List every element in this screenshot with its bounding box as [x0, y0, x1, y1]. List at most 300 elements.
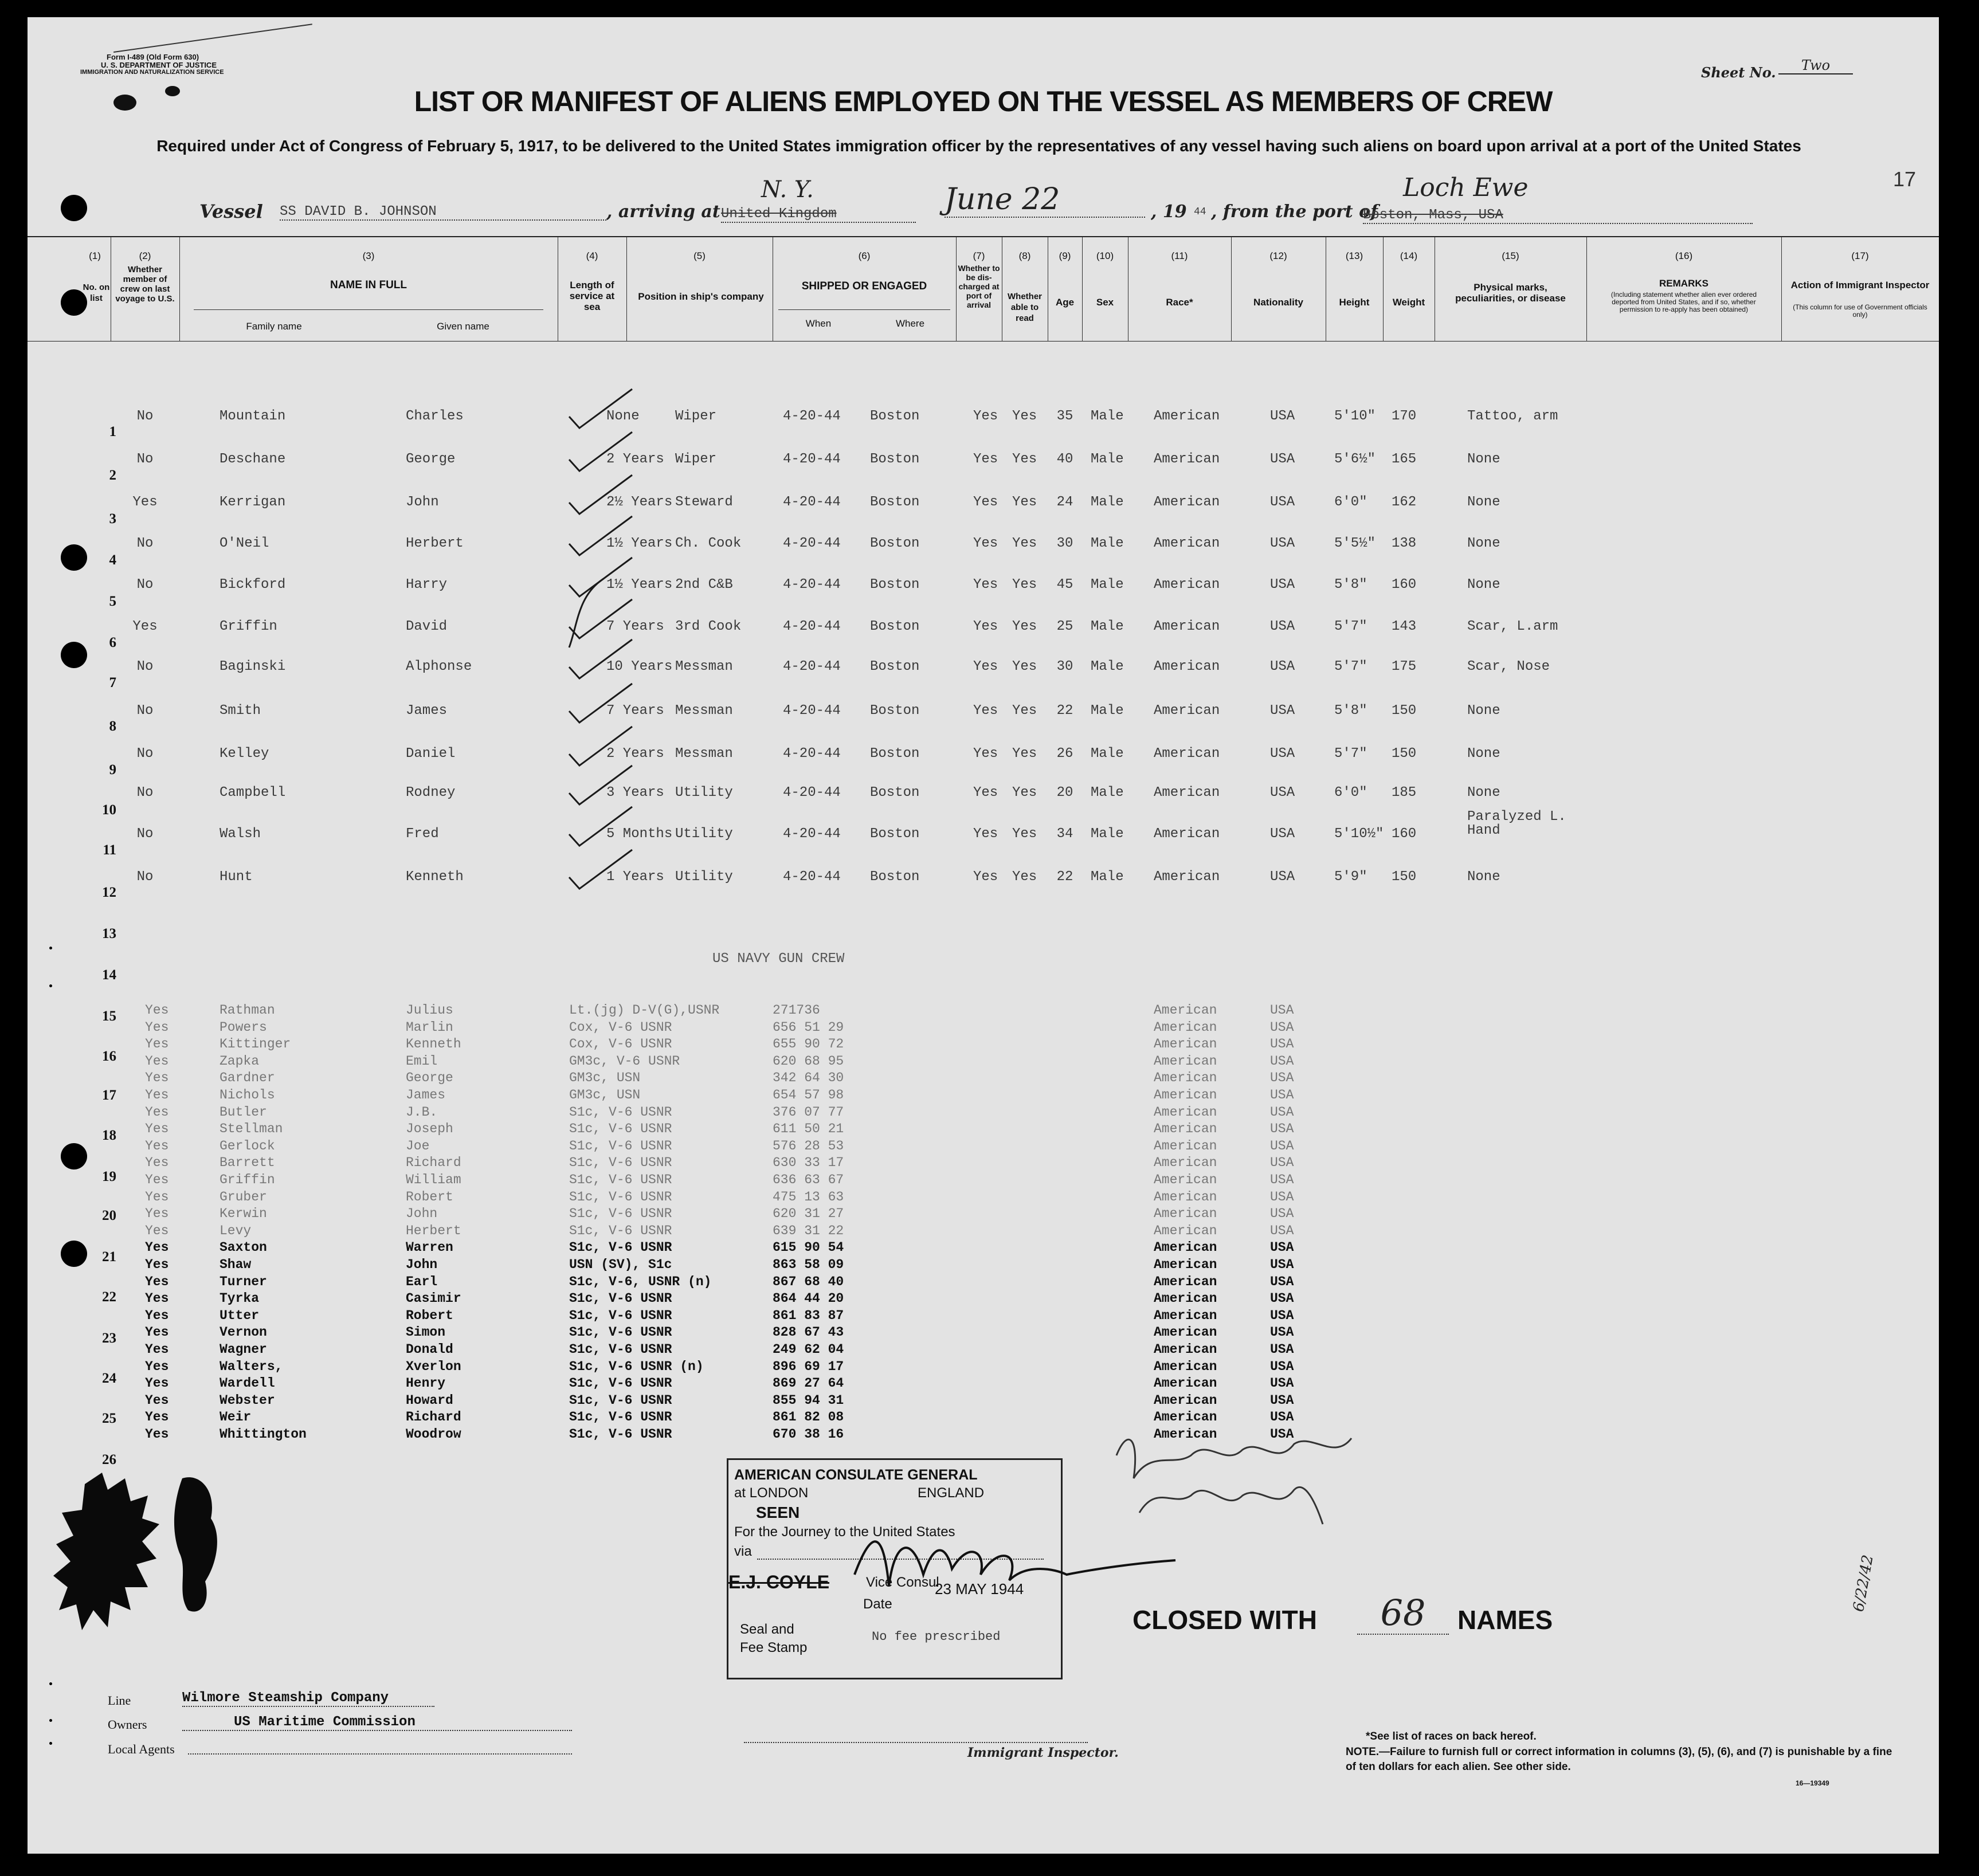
row-number: 15 [102, 1008, 116, 1024]
crew-position: Wiper [675, 409, 717, 424]
navy-rate: S1c, V-6 USNR [569, 1189, 672, 1204]
owners-value: US Maritime Commission [182, 1714, 572, 1731]
col-remarks: REMARKS [1659, 278, 1708, 289]
crew-family: Kerrigan [220, 494, 286, 510]
crew-age: 26 [1056, 746, 1073, 762]
crew-service: 2½ Years [606, 494, 673, 510]
crew-sex: Male [1091, 869, 1124, 885]
col-height: Height [1339, 297, 1370, 308]
stamp-journey: For the Journey to the United States [734, 1524, 955, 1540]
col-sex: Sex [1096, 297, 1114, 308]
navy-nat: USA [1270, 1240, 1294, 1255]
crew-where: Boston [870, 536, 920, 551]
row-number: 23 [102, 1331, 116, 1346]
crew-race: American [1154, 869, 1220, 885]
col-no-on-list: No. on list [83, 282, 110, 303]
navy-race: American [1154, 1274, 1217, 1289]
crew-where: Boston [870, 869, 920, 885]
crew-weight: 138 [1392, 536, 1417, 551]
check-mark [569, 639, 632, 678]
row-number: 8 [109, 719, 116, 734]
row-number: 22 [102, 1289, 116, 1305]
navy-prev: Yes [145, 1172, 169, 1187]
navy-nat: USA [1270, 1257, 1294, 1272]
crew-service: None [606, 409, 640, 424]
crew-marks: None [1467, 536, 1500, 551]
row-number: 10 [102, 802, 116, 818]
navy-family: Kerwin [220, 1206, 267, 1222]
navy-nat: USA [1270, 1291, 1294, 1306]
navy-nat: USA [1270, 1189, 1294, 1204]
crew-marks: None [1467, 703, 1500, 719]
crew-when: 4-20-44 [783, 536, 841, 551]
navy-nat: USA [1270, 1053, 1294, 1069]
crew-nat: USA [1270, 746, 1295, 762]
row-number: 7 [109, 675, 116, 690]
col-inspector-action: Action of Immigrant Inspector [1790, 280, 1930, 291]
crew-weight: 162 [1392, 494, 1417, 510]
check-mark [569, 684, 632, 723]
navy-nat: USA [1270, 1410, 1294, 1425]
from-port-typed: Boston, Mass, USA [1363, 207, 1753, 224]
navy-rate: GM3c, V-6 USNR [569, 1053, 680, 1069]
crew-sex: Male [1091, 409, 1124, 424]
navy-race: American [1154, 1410, 1217, 1425]
navy-serial: 271736 [773, 1003, 820, 1018]
navy-nat: USA [1270, 1223, 1294, 1238]
col-family-name: Family name [246, 321, 302, 332]
crew-discharge: Yes [973, 869, 998, 885]
navy-serial: 864 44 20 [773, 1291, 844, 1306]
crew-read: Yes [1012, 536, 1037, 551]
stamp-date-value: 23 MAY 1944 [935, 1580, 1024, 1598]
stamp-fee-note: No fee prescribed [872, 1630, 1001, 1644]
navy-race: American [1154, 1240, 1217, 1255]
crew-family: Griffin [220, 619, 277, 634]
form-number: Form I-489 (Old Form 630) [107, 53, 199, 61]
crew-nat: USA [1270, 785, 1295, 800]
crew-height: 5'7" [1334, 619, 1367, 634]
crew-discharge: Yes [973, 619, 998, 634]
row-number: 26 [102, 1452, 116, 1467]
crew-prev: No [136, 785, 154, 800]
navy-rate: Lt.(jg) D-V(G),USNR [569, 1003, 720, 1018]
crew-race: American [1154, 494, 1220, 510]
crew-read: Yes [1012, 577, 1037, 592]
navy-given: Casimir [406, 1291, 461, 1306]
crew-discharge: Yes [973, 703, 998, 719]
crew-given: George [406, 452, 456, 467]
row-number: 25 [102, 1411, 116, 1426]
navy-nat: USA [1270, 1155, 1294, 1171]
navy-rate: S1c, V-6 USNR [569, 1206, 672, 1222]
navy-family: Saxton [220, 1240, 267, 1255]
navy-race: American [1154, 1003, 1217, 1018]
navy-prev: Yes [145, 1019, 169, 1035]
row-number: 9 [109, 762, 116, 778]
navy-serial: 656 51 29 [773, 1019, 844, 1035]
crew-age: 24 [1056, 494, 1073, 510]
crew-prev: No [136, 869, 154, 885]
penalty-note: NOTE.—Failure to furnish full or correct information in columns (3), (5), (6), and (7) is punishable by a fine of ten dollars for each alien. See other side. [1346, 1746, 1892, 1773]
crew-when: 4-20-44 [783, 577, 841, 592]
navy-given: John [406, 1257, 438, 1272]
navy-rate: S1c, V-6 USNR [569, 1172, 672, 1187]
navy-given: Donald [406, 1342, 453, 1357]
col-when: When [805, 318, 832, 329]
crew-sex: Male [1091, 452, 1124, 467]
navy-family: Walters, [220, 1359, 283, 1374]
arriving-label: , arriving at [606, 202, 720, 222]
crew-sex: Male [1091, 619, 1124, 634]
arriving-typed: United Kingdom [721, 206, 916, 223]
crew-read: Yes [1012, 619, 1037, 634]
crew-race: American [1154, 703, 1220, 719]
crew-race: American [1154, 619, 1220, 634]
crew-marks: Paralyzed L. Hand [1467, 809, 1566, 838]
navy-race: American [1154, 1392, 1217, 1408]
check-mark [569, 727, 632, 766]
crew-height: 6'0" [1334, 494, 1367, 510]
col-discharged: Whether to be dis-charged at port of arrival [958, 264, 1000, 309]
crew-age: 45 [1056, 577, 1073, 592]
crew-family: Campbell [220, 785, 286, 800]
crew-family: Mountain [220, 409, 286, 424]
crew-sex: Male [1091, 703, 1124, 719]
navy-given: Emil [406, 1053, 438, 1069]
navy-given: Henry [406, 1376, 446, 1391]
navy-family: Rathman [220, 1003, 275, 1018]
stamp-consulate: AMERICAN CONSULATE GENERAL [734, 1467, 978, 1483]
form-code: 16—19349 [1796, 1779, 1829, 1787]
crew-position: Messman [675, 703, 733, 719]
crew-family: Walsh [220, 826, 261, 842]
crew-race: American [1154, 746, 1220, 762]
crew-sex: Male [1091, 785, 1124, 800]
navy-nat: USA [1270, 1138, 1294, 1153]
navy-nat: USA [1270, 1342, 1294, 1357]
navy-prev: Yes [145, 1104, 169, 1120]
navy-serial: 855 94 31 [773, 1392, 844, 1408]
row-number: 20 [102, 1208, 116, 1223]
navy-rate: S1c, V-6 USNR [569, 1121, 672, 1137]
header-bottom-rule [28, 341, 1939, 342]
navy-serial: 611 50 21 [773, 1121, 844, 1137]
crew-prev: No [136, 409, 154, 424]
navy-rate: GM3c, USN [569, 1088, 641, 1102]
navy-family: Barrett [220, 1155, 275, 1171]
navy-given: J.B. [406, 1104, 438, 1120]
crew-family: Smith [220, 703, 261, 719]
crew-service: 7 Years [606, 703, 664, 719]
navy-prev: Yes [145, 1291, 169, 1306]
navy-race: American [1154, 1138, 1217, 1153]
crew-marks: Scar, Nose [1467, 659, 1550, 674]
inspector-signature [1105, 1415, 1374, 1547]
crew-prev: Yes [132, 619, 158, 634]
navy-prev: Yes [145, 1257, 169, 1272]
crew-when: 4-20-44 [783, 826, 841, 842]
navy-rate: S1c, V-6 USNR [569, 1376, 672, 1391]
navy-family: Gardner [220, 1070, 275, 1086]
manifest-subtitle: Required under Act of Congress of February 5, 1917, to be delivered to the United States immigration officer by the representatives of any vessel having such aliens on board upon arrival at a port of the United States [156, 137, 1801, 155]
crew-discharge: Yes [973, 826, 998, 842]
navy-prev: Yes [145, 1308, 169, 1323]
crew-height: 6'0" [1334, 785, 1367, 800]
crew-marks: None [1467, 869, 1500, 885]
col-inspector-note: (This column for use of Government officials only) [1793, 303, 1927, 319]
crew-given: David [406, 619, 448, 634]
navy-serial: 863 58 09 [773, 1257, 844, 1272]
closed-count: 68 [1357, 1592, 1449, 1635]
navy-race: American [1154, 1342, 1217, 1357]
col-able-to-read: Whether able to read [1008, 292, 1042, 323]
year-suffix: 44 [1194, 206, 1206, 218]
crew-when: 4-20-44 [783, 659, 841, 674]
crew-when: 4-20-44 [783, 869, 841, 885]
crew-when: 4-20-44 [783, 494, 841, 510]
row-number: 6 [109, 635, 116, 650]
navy-given: Howard [406, 1392, 453, 1408]
crew-when: 4-20-44 [783, 619, 841, 634]
navy-prev: Yes [145, 1342, 169, 1357]
navy-prev: Yes [145, 1274, 169, 1289]
navy-given: Woodrow [406, 1427, 461, 1442]
crew-position: Messman [675, 746, 733, 762]
crew-weight: 165 [1392, 452, 1417, 467]
navy-prev: Yes [145, 1240, 169, 1255]
crew-weight: 143 [1392, 619, 1417, 634]
navy-given: Simon [406, 1325, 446, 1340]
row-number: 13 [102, 926, 116, 941]
navy-race: American [1154, 1427, 1217, 1442]
crew-position: Messman [675, 659, 733, 674]
crew-prev: No [136, 536, 154, 551]
navy-rate: S1c, V-6 USNR [569, 1291, 672, 1306]
navy-rate: S1c, V-6 USNR [569, 1223, 672, 1238]
navy-rate: Cox, V-6 USNR [569, 1037, 672, 1052]
row-number: 5 [109, 594, 116, 609]
crew-service: 7 Years [606, 619, 664, 634]
crew-nat: USA [1270, 619, 1295, 634]
crew-sex: Male [1091, 536, 1124, 551]
crew-given: John [406, 494, 439, 510]
crew-age: 40 [1056, 452, 1073, 467]
navy-family: Powers [220, 1019, 267, 1035]
crew-service: 3 Years [606, 785, 664, 800]
crew-prev: No [136, 452, 154, 467]
navy-serial: 615 90 54 [773, 1240, 844, 1255]
local-agents-label: Local Agents [108, 1742, 175, 1756]
crew-weight: 185 [1392, 785, 1417, 800]
navy-rate: S1c, V-6 USNR (n) [569, 1359, 704, 1374]
crew-sex: Male [1091, 746, 1124, 762]
row-number: 24 [102, 1371, 116, 1386]
crew-where: Boston [870, 703, 920, 719]
crew-service: 10 Years [606, 659, 673, 674]
crew-when: 4-20-44 [783, 785, 841, 800]
navy-family: Weir [220, 1410, 252, 1425]
navy-race: American [1154, 1053, 1217, 1069]
crew-sex: Male [1091, 494, 1124, 510]
crew-where: Boston [870, 494, 920, 510]
navy-given: Richard [406, 1155, 461, 1171]
navy-family: Wagner [220, 1342, 267, 1357]
crew-where: Boston [870, 785, 920, 800]
crew-height: 5'7" [1334, 659, 1367, 674]
navy-race: American [1154, 1155, 1217, 1171]
navy-serial: 861 83 87 [773, 1308, 844, 1323]
crew-discharge: Yes [973, 536, 998, 551]
navy-family: Tyrka [220, 1291, 260, 1306]
row-number: 1 [109, 424, 116, 439]
crew-position: Utility [675, 869, 733, 885]
crew-service: 2 Years [606, 746, 664, 762]
crew-height: 5'9" [1334, 869, 1367, 885]
crew-height: 5'5½" [1334, 536, 1376, 551]
navy-nat: USA [1270, 1019, 1294, 1035]
crew-height: 5'10" [1334, 409, 1376, 424]
department-name: U. S. DEPARTMENT OF JUSTICE [101, 61, 217, 69]
closed-names-label: NAMES [1457, 1605, 1553, 1635]
stamp-seal-label: Seal and [740, 1622, 794, 1637]
navy-prev: Yes [145, 1121, 169, 1137]
crew-family: O'Neil [220, 536, 269, 551]
stamp-via: via [734, 1544, 752, 1559]
crew-when: 4-20-44 [783, 746, 841, 762]
row-number: 18 [102, 1128, 116, 1143]
crew-where: Boston [870, 659, 920, 674]
crew-discharge: Yes [973, 659, 998, 674]
navy-rate: S1c, V-6 USNR [569, 1104, 672, 1120]
manifest-title: LIST OR MANIFEST OF ALIENS EMPLOYED ON THE VESSEL AS MEMBERS OF CREW [414, 85, 1553, 117]
crew-discharge: Yes [973, 785, 998, 800]
navy-serial: 867 68 40 [773, 1274, 844, 1289]
navy-race: American [1154, 1291, 1217, 1306]
navy-rate: S1c, V-6 USNR [569, 1240, 672, 1255]
navy-prev: Yes [145, 1088, 169, 1102]
navy-race: American [1154, 1308, 1217, 1323]
navy-rate: S1c, V-6, USNR (n) [569, 1274, 712, 1289]
navy-serial: 475 13 63 [773, 1189, 844, 1204]
navy-race: American [1154, 1088, 1217, 1102]
navy-serial: 639 31 22 [773, 1223, 844, 1238]
navy-given: Xverlon [406, 1359, 461, 1374]
manifest-sheet: Form I-489 (Old Form 630) U. S. DEPARTMENT OF JUSTICE IMMIGRATION AND NATURALIZATION SERVICE Sheet No. Two 17 LIST OR MANIFEST OF ALIENS EMPLOYED ON THE VESSEL AS MEMBERS OF CREW Required under Act of Congress of February 5, 1917, to be delivered to the United States immigration officer by the representatives of any vessel having such aliens on board upon arrival at a port of the United States Vessel SS DAVID B. JOHNSON , arriving at N. Y. United Kingdom June 22 , 19 44 , from the port of Loch Ewe Boston, Mass, USA (1) No. on list (2) Whether member of crew on last voyage to U.S. (3) NAME IN FULL Family name Given name (4) Length of service at sea (5) Position in ship's company (6) SHIPPED OR ENGAGED When Where (7) Whether to be dis-charged at port of arrival (8) Whether able to read (9) Age (10) Sex (11) Race* (12) Nationality (13) Height (14) Weight (15) Physical marks, peculiarities, or disease (16) REMARKS (Including statement whether alien ever ordered deported from United States, and if so, whether permission to re-apply has been obtained) (17) Action of Immigrant Inspector (This column for use of Government officials only) 1 2 3 4 5 6 7 8 9 10 11 12 13 14 15 16 17 18 19 20 21 22 23 24 25 26 No Mountain Charles None Wiper 4-20-44 Boston Yes Yes 35 Male American USA 5'10" 170 Tattoo, arm No Deschane George 2 Years Wiper 4-20-44 Boston Yes Yes 40 Male American USA 5'6½" 165 None Yes Kerrigan John 2½ Years Steward 4-20-44 Boston Yes Yes 24 Male American USA 6'0" 162 None No O'Neil Herbert 1½ Years Ch. Cook 4-20-44 Boston Yes Yes 30 Male American USA 5'5½" 138 None No Bickford Harry 1½ Years 2nd C&B 4-20-44 Boston Yes Yes 45 Male American USA 5'8" 160 None Yes Griffin David 7 Years 3rd Cook 4-20-44 Boston Yes Yes 25 Male American USA 5'7" 143 Scar, L.arm No Baginski Alphonse 10 Years Messman 4-20-44 Boston Yes Yes 30 Male American USA 5'7" 175 Scar, Nose No Smith James 7 Years Messman 4-20-44 Boston Yes Yes 22 Male American USA 5'8" 150 None No Kelley Daniel 2 Years Messman 4-20-44 Boston Yes Yes 26 Male American USA 5'7" 150 None No Campbell Rodney 3 Years Utility 4-20-44 Boston Yes Yes 20 Male American USA 6'0" 185 None No Walsh Fred 5 Months Utility 4-20-44 Boston Yes Yes 34 Male American USA 5'10½" 160 Paralyzed L. Hand No Hunt Kenneth 1 Years Utility 4-20-44 Boston Yes Yes 22 Male American USA 5'9" 150 None US NAVY GUN CREW Yes Rathman Julius Lt.(jg) D-V(G),USNR 271736 American USA Yes Powers Marlin Cox, V-6 USNR 656 51 29 American USA Yes Kittinger Kenneth Cox, V-6 USNR 655 90 72 American USA Yes Zapka Emil GM3c, V-6 USNR 620 68 95 American USA Yes Gardner George GM3c, USN 342 64 30 American USA Yes Nichols James GM3c, USN 654 57 98 American USA Yes Butler J.B. S1c, V-6 USNR 376 07 77 American USA Yes Stellman Joseph S1c, V-6 USNR 611 50 21 American USA Yes Gerlock Joe S1c, V-6 USNR 576 28 53 American USA Yes Barrett Richard S1c, V-6 USNR 630 33 17 American USA Yes Griffin William S1c, V-6 USNR 636 63 67 American USA Yes Gruber Robert S1c, V-6 USNR 475 13 63 American USA Yes Kerwin John S1c, V-6 USNR 620 31 27 American USA Yes Levy Herbert S1c, V-6 USNR 639 31 22 American USA Yes Saxton Warren S1c, V-6 USNR 615 90 54 American USA Yes Shaw John USN (SV), S1c 863 58 09 American USA Yes Turner Earl S1c, V-6, USNR (n) 867 68 40 American USA Yes Tyrka Casimir S1c, V-6 USNR 864 44 20 American USA Yes Utter Robert S1c, V-6 USNR 861 83 87 American USA Yes Vernon Simon S1c, V-6 USNR 828 67 43 American USA Yes Wagner Donald S1c, V-6 USNR 249 62 04 American USA Yes Walters, Xverlon S1c, V-6 USNR (n) 896 69 17 American USA Yes Wardell Henry S1c, V-6 USNR 869 27 64 American USA Yes Webster Howard S1c, V-6 USNR 855 94 31 American USA Yes Weir Richard S1c, V-6 USNR 861 82 08 American USA Yes Whittington Woodrow S1c, V-6 USNR 670 38 16 American USA AMERICAN CONSULATE GENERAL at LONDON ENGLAND SEEN For the Journey to the United States via E.J. COYLE Vice Consul Date 23 MAY 1944 Seal and Fee Stamp No fee prescribed CLOSED WITH 68 NAMES 6/22/42 Line Wilmore Steamship Company Owners US Maritime Commission Local Agents Immigrant Inspector. *See list of races on back hereof. NOTE.—Failure to furnish full or correct information in columns (3), (5), (6), and (7) is punishable by a fine of ten dollars for each alien. See other side. 16—19349 [28, 17, 1939, 1854]
crew-height: 5'7" [1334, 746, 1367, 762]
navy-family: Levy [220, 1223, 252, 1238]
row-number: 2 [109, 468, 116, 483]
navy-serial: 869 27 64 [773, 1376, 844, 1391]
navy-given: James [406, 1088, 446, 1102]
crew-age: 22 [1056, 869, 1073, 885]
navy-family: Shaw [220, 1257, 252, 1272]
navy-nat: USA [1270, 1325, 1294, 1340]
navy-family: Stellman [220, 1121, 283, 1137]
crew-sex: Male [1091, 659, 1124, 674]
crew-age: 25 [1056, 619, 1073, 634]
navy-family: Griffin [220, 1172, 275, 1187]
crew-prev: No [136, 703, 154, 719]
crew-marks: Scar, L.arm [1467, 619, 1558, 634]
navy-given: Robert [406, 1189, 453, 1204]
crew-given: Kenneth [406, 869, 464, 885]
navy-prev: Yes [145, 1037, 169, 1052]
arriving-handwritten: N. Y. [761, 176, 814, 203]
crew-weight: 150 [1392, 746, 1417, 762]
crew-nat: USA [1270, 703, 1295, 719]
crew-marks: None [1467, 577, 1500, 592]
crew-nat: USA [1270, 659, 1295, 674]
navy-rate: S1c, V-6 USNR [569, 1410, 672, 1425]
line-stroke [569, 579, 604, 647]
col-physical-marks: Physical marks, peculiarities, or disease [1455, 282, 1566, 304]
navy-rate: GM3c, USN [569, 1070, 641, 1086]
navy-prev: Yes [145, 1427, 169, 1442]
navy-serial: 342 64 30 [773, 1070, 844, 1086]
crew-nat: USA [1270, 494, 1295, 510]
crew-service: 1½ Years [606, 536, 673, 551]
crew-nat: USA [1270, 409, 1295, 424]
crew-height: 5'8" [1334, 703, 1367, 719]
navy-gun-crew-header: US NAVY GUN CREW [712, 951, 845, 967]
navy-nat: USA [1270, 1308, 1294, 1323]
navy-prev: Yes [145, 1206, 169, 1222]
navy-race: American [1154, 1019, 1217, 1035]
crew-read: Yes [1012, 826, 1037, 842]
stamp-country: ENGLAND [918, 1485, 985, 1501]
wax-seal-mark [50, 1467, 234, 1673]
crew-race: American [1154, 452, 1220, 467]
crew-read: Yes [1012, 746, 1037, 762]
navy-given: Kenneth [406, 1037, 461, 1052]
col-name-in-full: NAME IN FULL [330, 279, 407, 291]
crew-where: Boston [870, 409, 920, 424]
navy-rate: S1c, V-6 USNR [569, 1342, 672, 1357]
navy-race: American [1154, 1359, 1217, 1374]
navy-nat: USA [1270, 1392, 1294, 1408]
crew-family: Deschane [220, 452, 286, 467]
crew-prev: No [136, 659, 154, 674]
col-last-voyage: Whether member of crew on last voyage to U.S. [115, 265, 175, 304]
navy-serial: 654 57 98 [773, 1088, 844, 1102]
navy-given: William [406, 1172, 461, 1187]
crew-where: Boston [870, 577, 920, 592]
header-top-rule [28, 236, 1939, 237]
crew-age: 35 [1056, 409, 1073, 424]
check-mark [569, 807, 632, 846]
arrival-date: June 22 [945, 182, 1145, 218]
navy-prev: Yes [145, 1155, 169, 1171]
crew-service: 1½ Years [606, 577, 673, 592]
crew-given: Fred [406, 826, 439, 842]
vessel-name: SS DAVID B. JOHNSON [280, 204, 606, 221]
navy-family: Vernon [220, 1325, 267, 1340]
crew-prev: No [136, 577, 154, 592]
crew-read: Yes [1012, 869, 1037, 885]
navy-race: American [1154, 1376, 1217, 1391]
crew-discharge: Yes [973, 494, 998, 510]
crew-age: 22 [1056, 703, 1073, 719]
navy-race: American [1154, 1223, 1217, 1238]
check-mark [569, 475, 632, 514]
col-given-name: Given name [437, 321, 489, 332]
crew-sex: Male [1091, 826, 1124, 842]
row-number: 14 [102, 967, 116, 983]
check-mark [569, 850, 632, 889]
navy-nat: USA [1270, 1274, 1294, 1289]
stamp-consul-title: Vice Consul [866, 1575, 939, 1590]
